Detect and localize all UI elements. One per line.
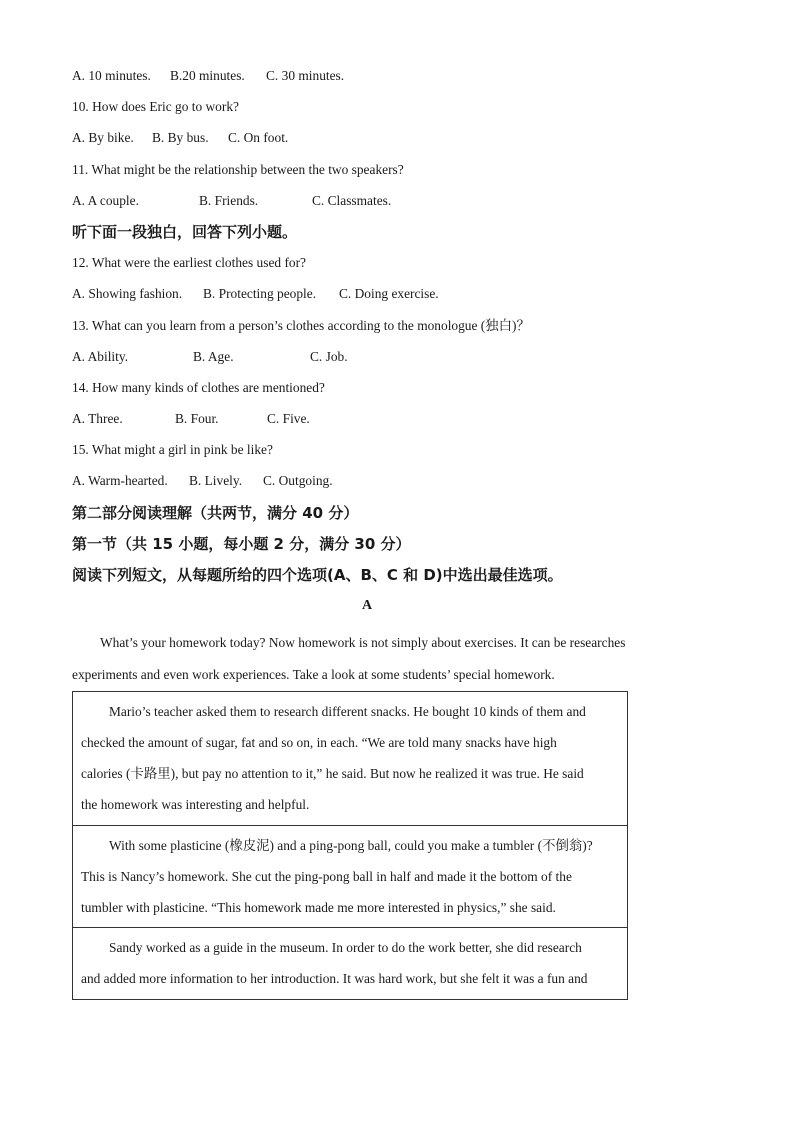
text-line: This is Nancy’s homework. She cut the ping-pong ball in half and made it the bottom of the xyxy=(81,868,572,884)
question-15-options xyxy=(72,471,662,502)
option-c: C. Outgoing. xyxy=(263,473,333,489)
passage-intro xyxy=(72,627,662,689)
exam-page xyxy=(72,66,662,1000)
option-a: A. Ability. xyxy=(72,348,129,364)
homework-example-mario xyxy=(73,692,627,826)
question-10: 10. How does Eric go to work? xyxy=(72,99,239,115)
question-12: 12. What were the earliest clothes used for? xyxy=(72,255,306,271)
text-line: Mario’s teacher asked them to research different snacks. He bought 10 kinds of them and xyxy=(109,703,586,719)
option-a: A. Showing fashion. xyxy=(72,286,183,302)
option-a: A. Three. xyxy=(72,411,123,427)
question-13: 13. What can you learn from a person’s clothes according to the monologue (独白)？ xyxy=(72,317,530,333)
text-line: tumbler with plasticine. “This homework made me more interested in physics,” she said. xyxy=(81,900,556,915)
option-b: B. Friends. xyxy=(199,192,259,208)
homework-example-nancy xyxy=(73,826,627,929)
option-c: C. Job. xyxy=(310,348,348,364)
text-line: calories (卡路里), but pay no attention to it,” he said. But now he realized it was true. He said xyxy=(81,766,584,782)
option-b: B.20 minutes. xyxy=(170,68,245,83)
homework-example-sandy xyxy=(73,928,627,998)
question-10-options xyxy=(72,128,662,159)
text-line: checked the amount of sugar, fat and so on, in each. “We are told many snacks have high xyxy=(81,734,557,750)
section-1-heading: 第一节（共 15 小题，每小题 2 分，满分 30 分） xyxy=(72,534,411,553)
option-a: A. A couple. xyxy=(72,192,139,208)
question-11-options xyxy=(72,191,662,222)
question-11: 11. What might be the relationship between the two speakers? xyxy=(72,161,404,177)
option-c: C. 30 minutes. xyxy=(266,68,345,83)
text-line: With some plasticine (橡皮泥) and a ping-pong ball, could you make a tumbler (不倒翁)? xyxy=(109,837,593,853)
question-14: 14. How many kinds of clothes are mentioned? xyxy=(72,379,325,395)
reading-instruction: 阅读下列短文，从每题所给的四个选项(A、B、C 和 D)中选出最佳选项。 xyxy=(72,566,563,584)
option-b: B. Age. xyxy=(193,348,234,364)
option-c: C. On foot. xyxy=(228,130,289,146)
homework-examples-table xyxy=(72,691,628,1000)
option-a: A. Warm-hearted. xyxy=(72,473,168,489)
option-a: A. 10 minutes. xyxy=(72,68,151,83)
option-b: B. Four. xyxy=(175,411,219,427)
passage-label: A xyxy=(361,598,373,614)
option-b: B. By bus. xyxy=(152,130,209,146)
option-b: B. Protecting people. xyxy=(203,286,317,302)
part-2-heading: 第二部分阅读理解（共两节，满分 40 分） xyxy=(72,503,359,522)
question-14-options xyxy=(72,409,662,440)
question-9-options xyxy=(72,66,662,97)
text-line: Sandy worked as a guide in the museum. In order to do the work better, she did research xyxy=(109,940,582,956)
option-b: B. Lively. xyxy=(189,473,243,489)
text-line: the homework was interesting and helpful. xyxy=(81,797,310,813)
question-12-options xyxy=(72,284,662,315)
option-a: A. By bike. xyxy=(72,130,134,146)
intro-line: experiments and even work experiences. Take a look at some students’ special homework. xyxy=(72,666,555,682)
question-15: 15. What might a girl in pink be like? xyxy=(72,442,273,458)
option-c: C. Classmates. xyxy=(312,192,392,208)
monologue-heading: 听下面一段独白，回答下列小题。 xyxy=(72,222,298,241)
option-c: C. Doing exercise. xyxy=(339,286,439,302)
intro-line: What’s your homework today? Now homework is not simply about exercises. It can be researches xyxy=(100,635,626,651)
text-line: and added more information to her introduction. It was hard work, but she felt it was a fun and xyxy=(81,971,588,987)
question-13-options xyxy=(72,347,662,378)
option-c: C. Five. xyxy=(267,411,310,427)
